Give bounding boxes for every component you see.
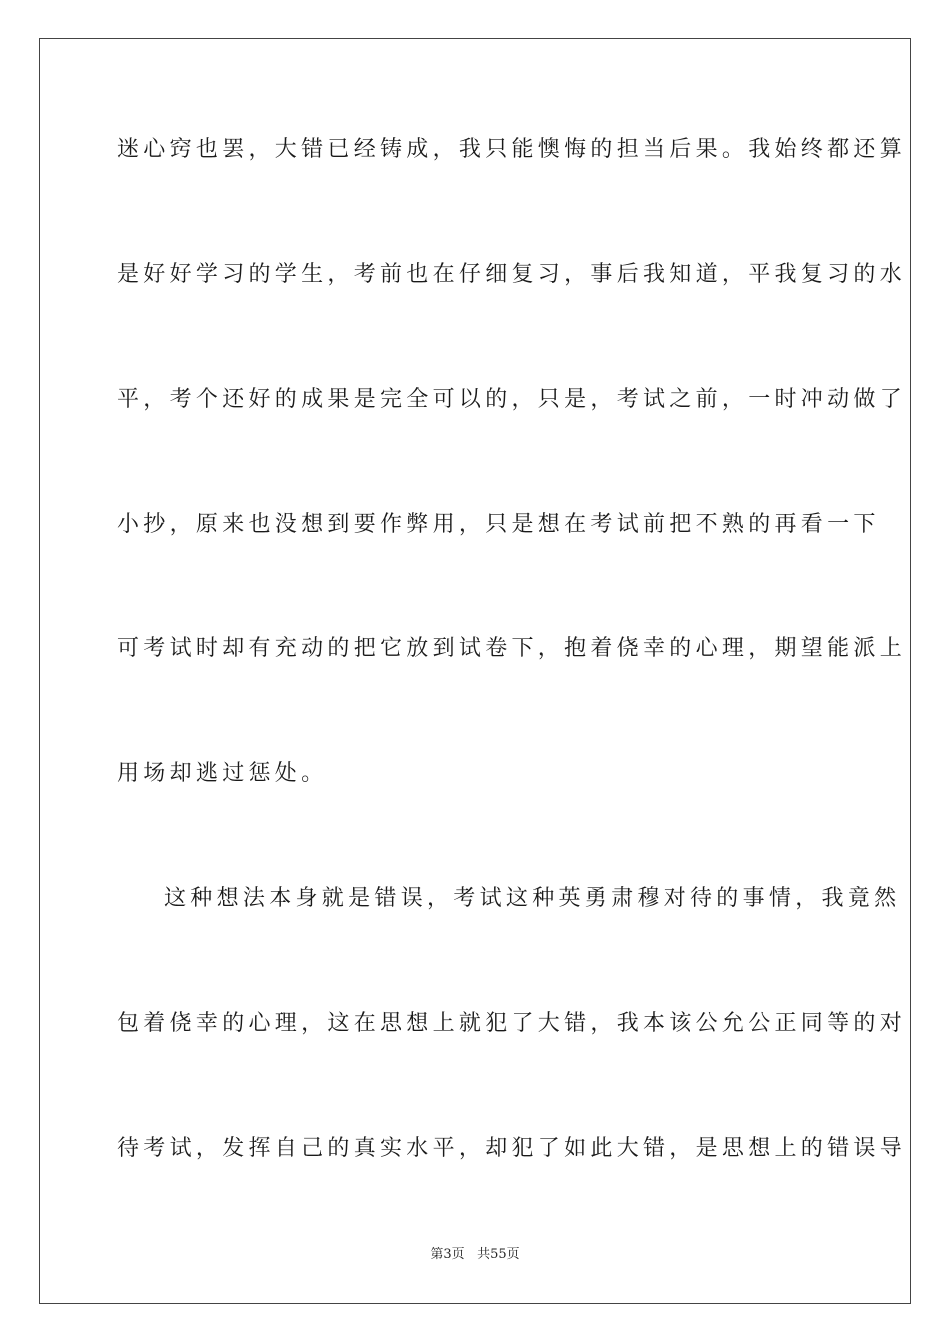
text-line-5: 可考试时却有充动的把它放到试卷下，抱着侥幸的心理，期望能派上	[117, 636, 907, 661]
page-border	[39, 38, 911, 1304]
text-line-3: 平，考个还好的成果是完全可以的，只是，考试之前，一时冲动做了	[117, 387, 907, 412]
page-footer	[0, 1247, 950, 1263]
text-line-4: 小抄，原来也没想到要作弊用，只是想在考试前把不熟的再看一下	[117, 512, 880, 537]
page-total: 共55页	[477, 1247, 520, 1262]
text-line-6: 用场却逃过惩处。	[117, 761, 328, 786]
text-line-8: 包着侥幸的心理，这在思想上就犯了大错，我本该公允公正同等的对	[117, 1011, 907, 1036]
text-line-2: 是好好学习的学生，考前也在仔细复习，事后我知道，平我复习的水	[117, 262, 907, 287]
text-line-7-paragraph-start: 这种想法本身就是错误，考试这种英勇肃穆对待的事情，我竟然	[164, 886, 901, 911]
text-line-9: 待考试，发挥自己的真实水平，却犯了如此大错，是思想上的错误导	[117, 1136, 907, 1161]
page-number: 第3页	[430, 1247, 465, 1262]
text-line-1: 迷心窍也罢，大错已经铸成，我只能懊悔的担当后果。我始终都还算	[117, 137, 907, 162]
